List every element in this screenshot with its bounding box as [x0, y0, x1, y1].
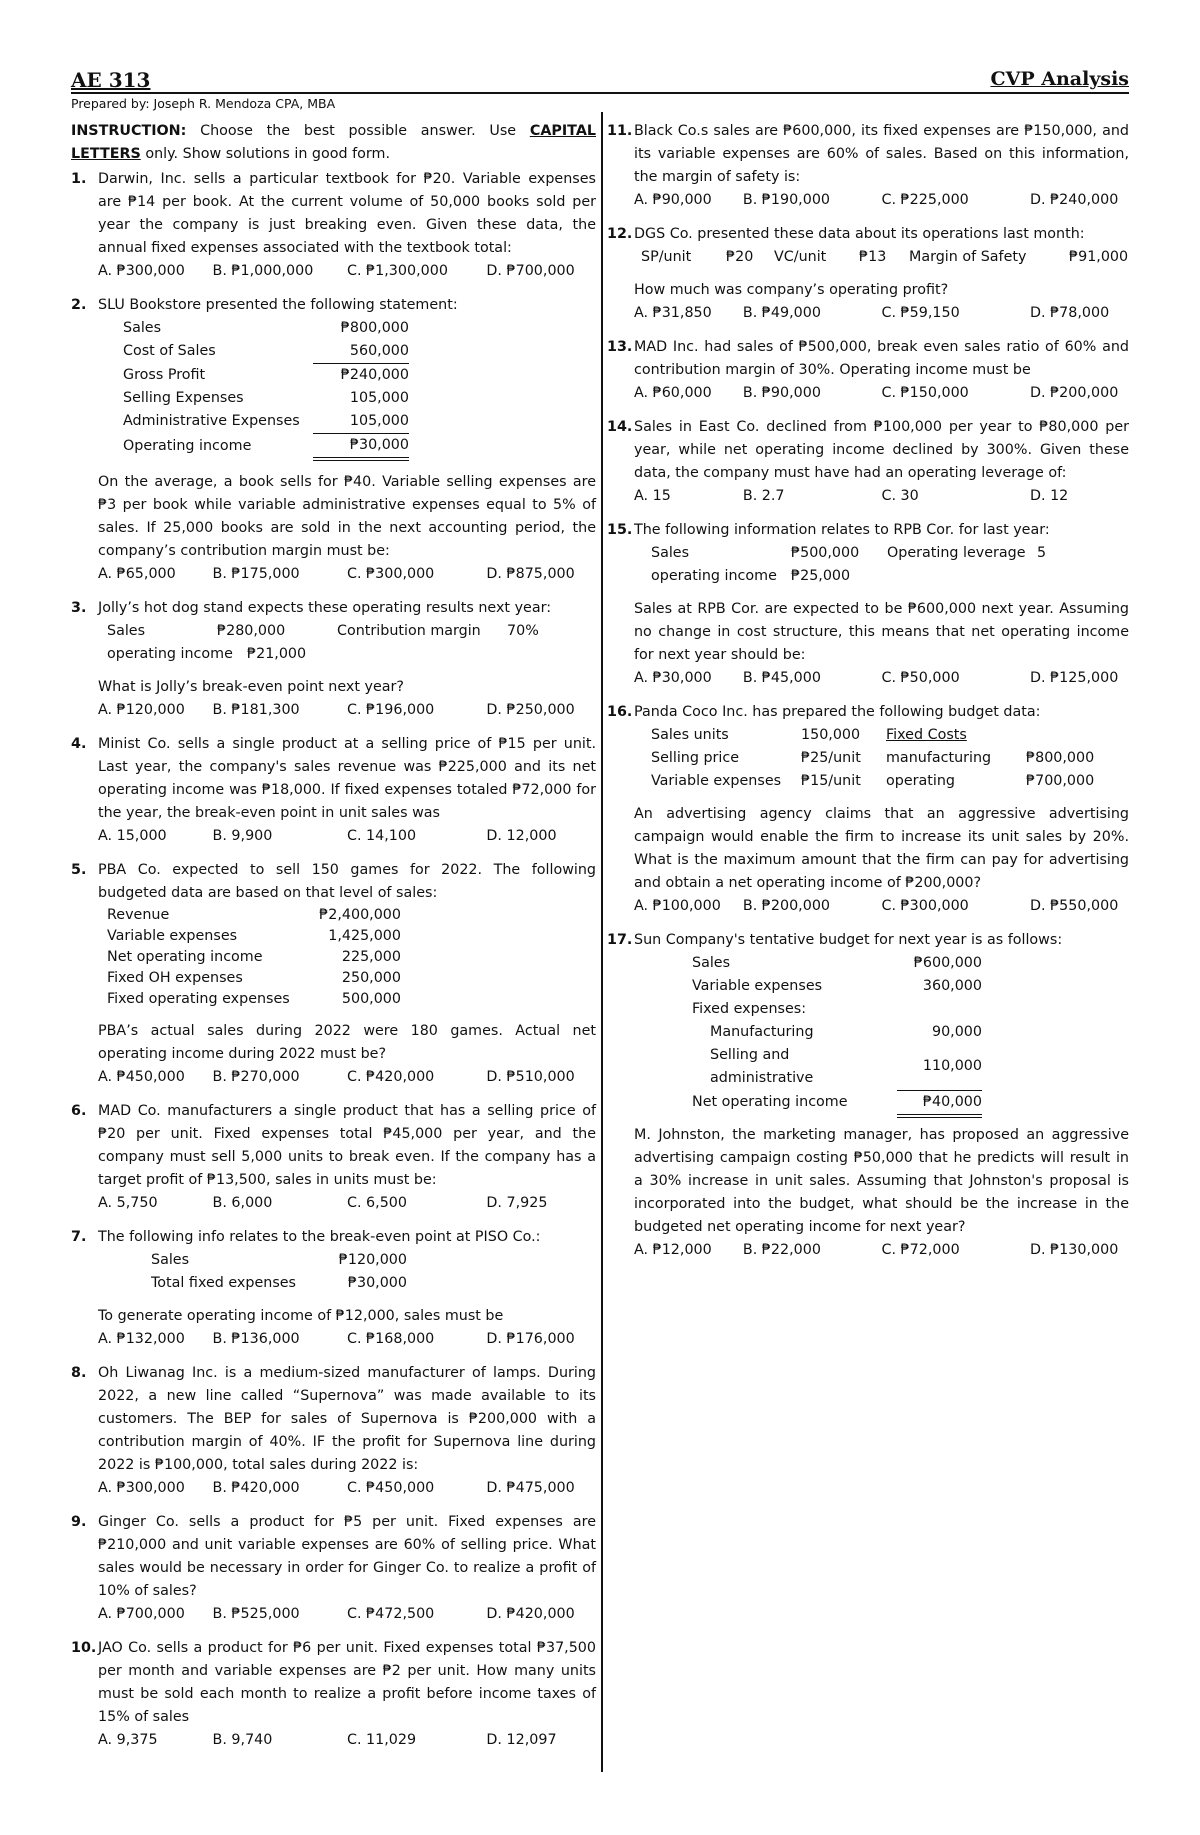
- column-divider: [601, 112, 603, 1772]
- choice-d[interactable]: D. ₱420,000: [486, 1606, 575, 1622]
- question-text: Ginger Co. sells a product for ₱5 per unit. Fixed expenses are ₱210,000 and unit variable expenses are 60% of selling price. What sales would be necessary in order for Ginger Co. to realize a profit of 10% of sales?: [98, 1514, 596, 1599]
- answer-choices: [71, 1066, 596, 1089]
- question-3: [71, 597, 596, 722]
- question-text: PBA Co. expected to sell 150 games for 2022. The following budgeted data are based on that level of sales:: [98, 862, 596, 901]
- budget-table: [692, 952, 982, 1118]
- choice-c[interactable]: C. ₱150,000: [881, 385, 969, 401]
- choice-d[interactable]: D. ₱125,000: [1029, 670, 1119, 686]
- question-number: 13.: [607, 339, 633, 355]
- question-text: MAD Co. manufacturers a single product that has a selling price of ₱20 per unit. Fixed expenses total ₱45,000 per year, and the company must sell 5,000 units to break even. If the company has a target profit of ₱13,500, sales in units must be:: [98, 1103, 596, 1188]
- choice-d[interactable]: D. ₱875,000: [486, 566, 575, 582]
- choice-c[interactable]: C. ₱1,300,000: [346, 263, 448, 279]
- choice-a[interactable]: A. ₱450,000: [98, 1069, 185, 1085]
- choice-b[interactable]: B. ₱200,000: [742, 898, 831, 914]
- choice-a[interactable]: A. ₱300,000: [98, 263, 185, 279]
- question-number: 7.: [71, 1229, 87, 1245]
- data-row: operating income ₱25,000: [651, 568, 851, 584]
- question-12: [607, 223, 1129, 325]
- choice-b[interactable]: B. ₱420,000: [212, 1480, 300, 1496]
- answer-choices: [607, 485, 1129, 508]
- question-2: [71, 294, 596, 586]
- choice-c[interactable]: C. ₱450,000: [346, 1480, 435, 1496]
- choice-b[interactable]: B. ₱270,000: [212, 1069, 300, 1085]
- question-number: 17.: [607, 932, 633, 948]
- budget-row: Net operating income ₱40,000: [692, 1090, 982, 1116]
- choice-b[interactable]: B. ₱1,000,000: [212, 263, 314, 279]
- budget-row: Selling and administrative 110,000: [692, 1044, 982, 1090]
- question-number: 9.: [71, 1514, 87, 1530]
- answer-choices: [607, 189, 1129, 212]
- question-text: SLU Bookstore presented the following statement:: [98, 297, 458, 313]
- choice-d[interactable]: D. ₱475,000: [486, 1480, 575, 1496]
- choice-d[interactable]: D. ₱78,000: [1029, 305, 1110, 321]
- choice-b[interactable]: B. 9,740: [212, 1732, 273, 1748]
- answer-choices: [71, 1729, 596, 1752]
- choice-c[interactable]: C. ₱472,500: [346, 1606, 435, 1622]
- question-text: The following info relates to the break-even point at PISO Co.:: [98, 1229, 541, 1245]
- question-text: Sales in East Co. declined from ₱100,000 per year to ₱80,000 per year, while net operating income declined by 300%. Given these data, the company must have had an operating leverage of:: [634, 419, 1129, 481]
- data-row: operating income ₱21,000: [107, 646, 307, 662]
- statement-row: Gross Profit ₱240,000: [123, 366, 409, 383]
- question-10: [71, 1637, 596, 1752]
- question-text: Darwin, Inc. sells a particular textbook for ₱20. Variable expenses are ₱14 per book. At the current volume of 50,000 books sold per year the company is just breaking even. Given these data, the annual fixed expenses associated with the textbook total:: [98, 171, 596, 256]
- choice-c[interactable]: C. ₱300,000: [346, 566, 435, 582]
- question-text: Sun Company's tentative budget for next year is as follows:: [634, 932, 1063, 948]
- question-11: [607, 120, 1129, 212]
- statement-row: Cost of Sales 560,000: [123, 340, 409, 364]
- instruction-text-2: only. Show solutions in good form.: [140, 146, 390, 162]
- choice-c[interactable]: C. 14,100: [346, 828, 417, 844]
- choice-c[interactable]: C. ₱59,150: [881, 305, 960, 321]
- question-15: [607, 519, 1129, 690]
- choice-a[interactable]: A. ₱700,000: [98, 1606, 185, 1622]
- question-followup: To generate operating income of ₱12,000, sales must be: [98, 1308, 504, 1324]
- choice-d[interactable]: D. ₱240,000: [1029, 192, 1119, 208]
- right-column: [607, 120, 1129, 1273]
- budget-row: Fixed operating expenses 500,000: [107, 991, 401, 1007]
- budget-row: Fixed OH expenses 250,000: [107, 970, 401, 986]
- question-followup: How much was company’s operating profit?: [634, 282, 949, 298]
- question-4: [71, 733, 596, 848]
- question-16: [607, 701, 1129, 918]
- question-number: 12.: [607, 226, 633, 242]
- question-6: [71, 1100, 596, 1215]
- choice-a[interactable]: A. ₱30,000: [634, 670, 712, 686]
- budget-row: Variable expenses 1,425,000: [107, 928, 401, 944]
- data-row: Total fixed expenses ₱30,000: [151, 1275, 407, 1291]
- question-14: [607, 416, 1129, 508]
- question-number: 10.: [71, 1640, 97, 1656]
- statement-row: Sales ₱800,000: [123, 320, 409, 336]
- data-row: Selling price ₱25/unit manufacturing ₱800,000: [651, 750, 1095, 766]
- choice-a[interactable]: A. ₱100,000: [634, 898, 721, 914]
- question-followup: What is Jolly’s break-even point next year?: [98, 679, 404, 695]
- choice-b[interactable]: B. ₱190,000: [742, 192, 831, 208]
- statement-row: Operating income ₱30,000: [123, 434, 409, 460]
- choice-c[interactable]: C. ₱225,000: [881, 192, 969, 208]
- question-text: Jolly’s hot dog stand expects these operating results next year:: [98, 600, 552, 616]
- choice-c[interactable]: C. ₱168,000: [346, 1331, 435, 1347]
- question-text: Panda Coco Inc. has prepared the following budget data:: [634, 704, 1041, 720]
- choice-c[interactable]: C. 30: [881, 488, 919, 504]
- question-17: [607, 929, 1129, 1262]
- answer-choices: [71, 1603, 596, 1626]
- course-code: AE 313: [71, 68, 151, 92]
- question-7: [71, 1226, 596, 1351]
- question-text: DGS Co. presented these data about its operations last month:: [634, 226, 1085, 242]
- question-text: Black Co.s sales are ₱600,000, its fixed expenses are ₱150,000, and its variable expenses are 60% of sales. Based on this information, the margin of safety is:: [634, 123, 1129, 185]
- choice-b[interactable]: B. ₱90,000: [742, 385, 821, 401]
- choice-c[interactable]: C. ₱72,000: [881, 1241, 960, 1258]
- question-9: [71, 1511, 596, 1626]
- question-number: 16.: [607, 704, 633, 720]
- choice-b[interactable]: B. ₱136,000: [212, 1331, 300, 1347]
- instruction: [71, 120, 596, 166]
- question-text: JAO Co. sells a product for ₱6 per unit. Fixed expenses total ₱37,500 per month and variable expenses are ₱2 per unit. How many units must be sold each month to realize a profit before income taxes of 15% of sales: [98, 1640, 596, 1725]
- choice-a[interactable]: A. ₱12,000: [634, 1241, 712, 1258]
- answer-choices: [607, 895, 1129, 918]
- question-number: 6.: [71, 1103, 87, 1119]
- data-row: Sales ₱500,000 Operating leverage 5: [651, 545, 1047, 561]
- choice-d[interactable]: D. ₱550,000: [1029, 898, 1119, 914]
- question-number: 8.: [71, 1365, 87, 1381]
- topic-title: CVP Analysis: [990, 68, 1129, 90]
- data-row: Sales ₱280,000 Contribution margin 70%: [107, 623, 539, 639]
- choice-c[interactable]: C. ₱420,000: [346, 1069, 435, 1085]
- budget-table: [107, 905, 401, 1010]
- answer-choices: [71, 563, 596, 586]
- choice-c[interactable]: C. 11,029: [346, 1732, 417, 1748]
- budget-row: Sales ₱600,000: [692, 955, 982, 971]
- question-followup: An advertising agency claims that an aggressive advertising campaign would enable the firm to increase its unit sales by 20%. What is the maximum amount that the firm can pay for advertising and obtain a net operating income of ₱200,000?: [634, 806, 1129, 891]
- answer-choices: [71, 1192, 596, 1215]
- choice-a[interactable]: A. 5,750: [98, 1195, 158, 1211]
- page-header: [71, 68, 1129, 94]
- answer-choices: [71, 260, 596, 283]
- data-row: Sales units 150,000 Fixed Costs: [607, 724, 1129, 747]
- question-number: 15.: [607, 522, 633, 538]
- answer-choices: [71, 1328, 596, 1351]
- choice-b[interactable]: B. ₱49,000: [742, 305, 821, 321]
- answer-choices: [71, 825, 596, 848]
- choice-a[interactable]: A. ₱90,000: [634, 192, 712, 208]
- question-text: The following information relates to RPB Cor. for last year:: [634, 522, 1050, 538]
- choice-a[interactable]: A. ₱300,000: [98, 1480, 185, 1496]
- answer-choices: [71, 699, 596, 722]
- choice-d[interactable]: D. ₱176,000: [486, 1331, 575, 1347]
- choice-a[interactable]: A. ₱65,000: [98, 566, 176, 582]
- question-followup: PBA’s actual sales during 2022 were 180 games. Actual net operating income during 2022 must be?: [98, 1023, 596, 1062]
- question-number: 5.: [71, 862, 87, 878]
- prepared-by: Prepared by: Joseph R. Mendoza CPA, MBA: [71, 96, 336, 111]
- question-followup: M. Johnston, the marketing manager, has proposed an aggressive advertising campaign costing ₱50,000 that he predicts will result in a 30% increase in unit sales. Assuming that Johnston's proposal is incorporated into the budget, what should be the increase in the budgeted net operating income for next year?: [634, 1126, 1129, 1235]
- question-number: 4.: [71, 736, 87, 752]
- choice-d[interactable]: D. 12: [1029, 488, 1069, 504]
- question-8: [71, 1362, 596, 1500]
- budget-row: Net operating income 225,000: [107, 949, 401, 965]
- choice-b[interactable]: B. ₱181,300: [212, 702, 300, 718]
- choice-d[interactable]: D. 12,097: [486, 1732, 557, 1748]
- answer-choices: [607, 302, 1129, 325]
- data-row: Sales ₱120,000: [151, 1252, 407, 1268]
- income-statement: [123, 317, 409, 461]
- answer-choices: [607, 1239, 1129, 1262]
- answer-choices: [71, 1477, 596, 1500]
- choice-a[interactable]: A. ₱60,000: [634, 385, 712, 401]
- budget-row: Variable expenses 360,000: [692, 978, 982, 994]
- choice-c[interactable]: C. ₱196,000: [346, 702, 435, 718]
- statement-row: Selling Expenses 105,000: [123, 390, 409, 406]
- choice-d[interactable]: D. ₱250,000: [486, 702, 575, 718]
- choice-a[interactable]: A. ₱132,000: [98, 1331, 185, 1347]
- choice-b[interactable]: B. 2.7: [742, 488, 785, 504]
- budget-row: Fixed expenses:: [692, 1001, 807, 1017]
- statement-row: Administrative Expenses 105,000: [123, 410, 409, 434]
- choice-a[interactable]: A. 15: [634, 488, 671, 504]
- choice-b[interactable]: B. ₱45,000: [742, 670, 821, 686]
- choice-d[interactable]: D. ₱510,000: [486, 1069, 575, 1085]
- choice-b[interactable]: B. ₱525,000: [212, 1606, 300, 1622]
- choice-a[interactable]: A. 9,375: [98, 1732, 158, 1748]
- question-followup: Sales at RPB Cor. are expected to be ₱600,000 next year. Assuming no change in cost structure, this means that net operating income for next year should be:: [634, 601, 1129, 663]
- question-text: Minist Co. sells a single product at a selling price of ₱15 per unit. Last year, the company's sales revenue was ₱225,000 and its net operating income was ₱18,000. If fixed expenses totaled ₱72,000 for the year, the break-even point in unit sales was: [98, 736, 596, 821]
- data-row: SP/unit ₱20 VC/unit ₱13 Margin of Safety ₱91,000: [641, 249, 1129, 265]
- choice-d[interactable]: D. 7,925: [486, 1195, 548, 1211]
- budget-row: Manufacturing 90,000: [710, 1024, 982, 1040]
- choice-b[interactable]: B. 6,000: [212, 1195, 273, 1211]
- choice-b[interactable]: B. 9,900: [212, 828, 273, 844]
- question-number: 14.: [607, 419, 633, 435]
- question-number: 1.: [71, 171, 87, 187]
- answer-choices: [607, 382, 1129, 405]
- question-number: 11.: [607, 123, 633, 139]
- question-5: [71, 859, 596, 1089]
- choice-a[interactable]: A. 15,000: [98, 828, 167, 844]
- choice-d[interactable]: D. ₱130,000: [1029, 1241, 1119, 1258]
- left-column: [71, 120, 596, 1763]
- choice-d[interactable]: D. ₱200,000: [1029, 385, 1119, 401]
- choice-b[interactable]: B. ₱175,000: [212, 566, 300, 582]
- choice-c[interactable]: C. 6,500: [346, 1195, 407, 1211]
- choice-c[interactable]: C. ₱50,000: [881, 670, 960, 686]
- data-row: Variable expenses ₱15/unit operating ₱700,000: [651, 773, 1095, 789]
- instruction-label: INSTRUCTION:: [71, 123, 187, 139]
- question-text: MAD Inc. had sales of ₱500,000, break even sales ratio of 60% and contribution margin of 30%. Operating income must be: [634, 339, 1129, 378]
- choice-c[interactable]: C. ₱300,000: [881, 898, 969, 914]
- instruction-text-1: Choose the best possible answer. Use: [186, 123, 530, 139]
- question-1: [71, 168, 596, 283]
- choice-a[interactable]: A. ₱31,850: [634, 305, 712, 321]
- breakeven-table: [151, 1249, 407, 1295]
- instruction-emphasis: CAPITAL LETTERS: [71, 123, 596, 162]
- question-followup: On the average, a book sells for ₱40. Variable selling expenses are ₱3 per book while variable administrative expenses equal to 5% of sales. If 25,000 books are sold in the next accounting period, the company’s contribution margin must be:: [98, 474, 596, 559]
- budget-row: Revenue ₱2,400,000: [107, 907, 401, 923]
- choice-d[interactable]: D. 12,000: [486, 828, 557, 844]
- choice-a[interactable]: A. ₱120,000: [98, 702, 185, 718]
- choice-d[interactable]: D. ₱700,000: [486, 263, 575, 279]
- choice-b[interactable]: B. ₱22,000: [742, 1241, 821, 1258]
- question-text: Oh Liwanag Inc. is a medium-sized manufacturer of lamps. During 2022, a new line called “Supernova” was made available to its customers. The BEP for sales of Supernova is ₱200,000 with a contribution margin of 40%. IF the profit for Supernova line during 2022 is ₱100,000, total sales during 2022 is:: [98, 1365, 596, 1473]
- question-13: [607, 336, 1129, 405]
- answer-choices: [607, 667, 1129, 690]
- fixed-costs-header: Fixed Costs: [886, 727, 967, 743]
- question-number: 2.: [71, 297, 87, 313]
- question-number: 3.: [71, 600, 87, 616]
